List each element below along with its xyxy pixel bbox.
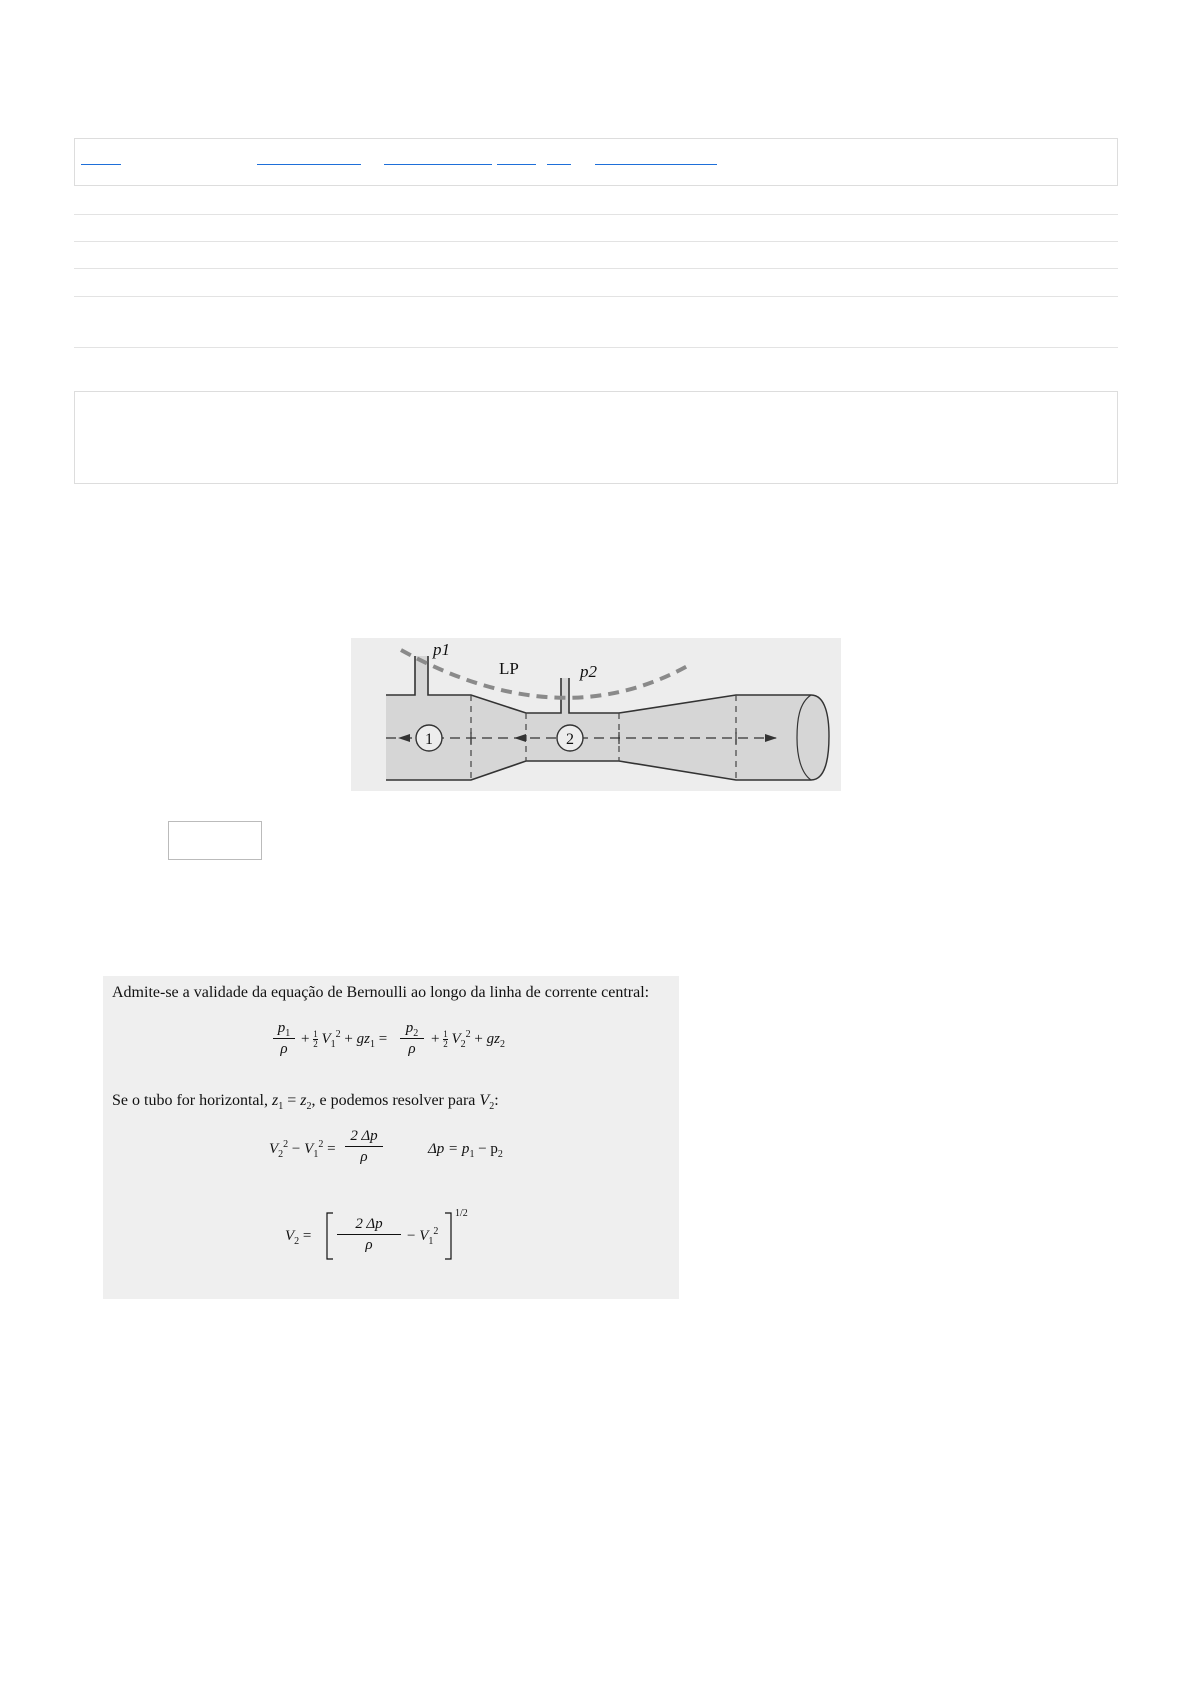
question-content-box (74, 391, 1118, 484)
solution-panel (103, 976, 679, 1299)
lp-label: LP (499, 659, 519, 678)
eq-v2-minus: − $V_1^2$ (407, 1226, 439, 1247)
venturi-figure (351, 638, 841, 791)
answer-input[interactable] (168, 821, 262, 860)
info-row-divider (74, 347, 1118, 348)
section-2-label: 2 (566, 731, 574, 748)
eq-delta-p: $\Delta p = p_1 - p_2$ (428, 1141, 503, 1160)
venturi-diagram (351, 638, 841, 791)
breadcrumb-link-1[interactable] (81, 164, 121, 165)
p1-label: p1 (433, 640, 450, 659)
eq-terms-left: + 1 2 $V_1^2 + gz_1$ = (301, 1028, 388, 1050)
info-row-divider (74, 241, 1118, 242)
solution-horizontal-text: Se o tubo for horizontal, $z_1 = z_2$, e podemos resolver para $V_2$: (112, 1092, 499, 1113)
breadcrumb-link-2[interactable] (257, 164, 361, 165)
breadcrumb (74, 138, 1118, 186)
breadcrumb-link-4[interactable] (497, 164, 536, 165)
bracket-left (325, 1212, 335, 1260)
info-row-divider (74, 296, 1118, 297)
solution-intro: Admite-se a validade da equação de Bernoulli ao longo da linha de corrente central: (112, 984, 650, 1001)
info-row-divider (74, 268, 1118, 269)
breadcrumb-link-5[interactable] (547, 164, 571, 165)
eq-fraction: $p_1$ ρ (273, 1020, 295, 1058)
info-row-divider (74, 214, 1118, 215)
eq-fraction: 2 Δp ρ (337, 1216, 401, 1254)
section-1-label: 1 (425, 731, 433, 748)
eq-fraction: 2 Δp ρ (345, 1128, 383, 1166)
eq-v2-exponent: 1/2 (455, 1208, 468, 1219)
bracket-right (443, 1212, 453, 1260)
breadcrumb-link-3[interactable] (384, 164, 492, 165)
eq-v2-lhs: $V_2$ = (285, 1228, 312, 1247)
eq-terms-right: + 1 2 $V_2^2 + gz_2$ (431, 1028, 505, 1050)
eq-fraction: $p_2$ ρ (400, 1020, 424, 1058)
eq-v-squared: $V_2^2 - V_1^2$ = (269, 1139, 336, 1160)
p2-label: p2 (580, 662, 597, 681)
breadcrumb-link-6[interactable] (595, 164, 717, 165)
